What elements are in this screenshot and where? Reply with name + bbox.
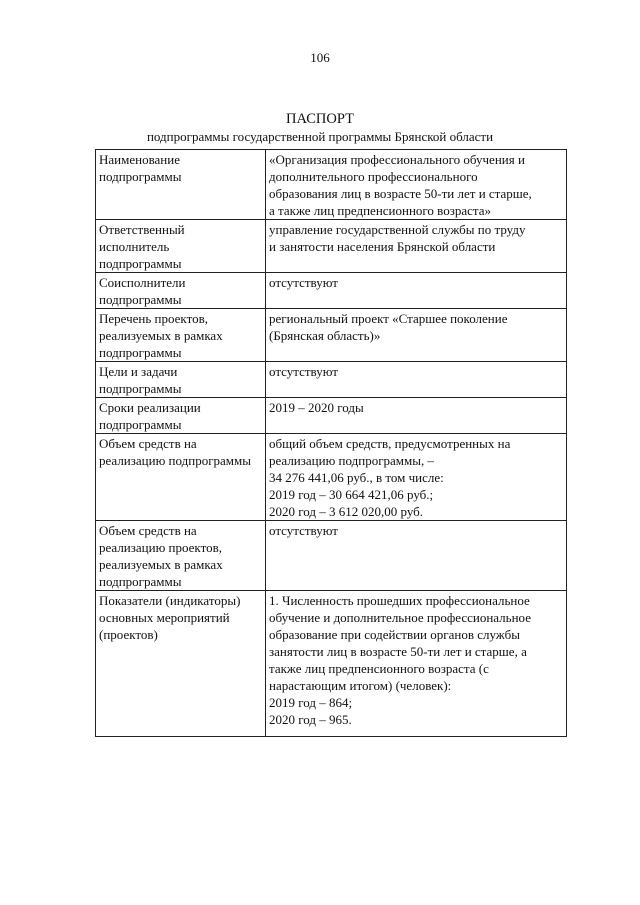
row-value-line: 2020 год – 3 612 020,00 руб. xyxy=(269,504,424,519)
passport-table-body xyxy=(96,150,567,737)
row-value-cell xyxy=(266,398,567,434)
row-value-line: отсутствуют xyxy=(269,523,338,538)
row-value-line: 2019 – 2020 годы xyxy=(269,400,364,415)
page-number: 106 xyxy=(310,50,330,65)
row-value-line: 1. Численность прошедших профессиональное xyxy=(269,593,530,608)
row-value-line: и занятости населения Брянской области xyxy=(269,239,496,254)
row-label-line: реализацию подпрограммы xyxy=(99,453,251,468)
row-label-line: основных мероприятий xyxy=(99,610,230,625)
table-row xyxy=(96,521,567,591)
row-label-line: Объем средств на xyxy=(99,436,197,451)
row-value-line: отсутствуют xyxy=(269,275,338,290)
row-label-cell xyxy=(96,434,266,521)
row-label-line: подпрограммы xyxy=(99,345,182,360)
row-label-line: Цели и задачи xyxy=(99,364,178,379)
row-label-cell xyxy=(96,150,266,220)
row-value-line: 2020 год – 965. xyxy=(269,712,352,727)
row-value-line: 2019 год – 30 664 421,06 руб.; xyxy=(269,487,434,502)
row-label-line: подпрограммы xyxy=(99,574,182,589)
row-label-line: исполнитель xyxy=(99,239,170,254)
table-row xyxy=(96,362,567,398)
table-row xyxy=(96,150,567,220)
row-label-line: Ответственный xyxy=(99,222,185,237)
table-row xyxy=(96,220,567,273)
row-value-line: реализацию подпрограммы, – xyxy=(269,453,434,468)
row-value-line: дополнительного профессионального xyxy=(269,169,478,184)
row-value-line: 2019 год – 864; xyxy=(269,695,353,710)
row-label-line: подпрограммы xyxy=(99,169,182,184)
row-label-line: Перечень проектов, xyxy=(99,311,208,326)
table-row xyxy=(96,398,567,434)
row-value-cell xyxy=(266,273,567,309)
row-value-cell xyxy=(266,309,567,362)
document-title: ПАСПОРТ xyxy=(286,111,354,127)
row-label-line: Сроки реализации xyxy=(99,400,201,415)
row-label-cell xyxy=(96,398,266,434)
row-value-line: а также лиц предпенсионного возраста» xyxy=(269,203,492,218)
row-label-cell xyxy=(96,591,266,737)
row-label-cell xyxy=(96,273,266,309)
row-value-line: нарастающим итогом) (человек): xyxy=(269,678,452,693)
table-row xyxy=(96,273,567,309)
row-label-line: подпрограммы xyxy=(99,381,182,396)
row-value-line: обучение и дополнительное профессиональное xyxy=(269,610,531,625)
row-label-line: реализуемых в рамках xyxy=(99,557,223,572)
row-value-line: «Организация профессионального обучения и xyxy=(269,152,525,167)
row-label-line: реализуемых в рамках xyxy=(99,328,223,343)
row-value-line: (Брянская область)» xyxy=(269,328,381,343)
table-row xyxy=(96,309,567,362)
row-value-cell xyxy=(266,362,567,398)
row-value-line: также лиц предпенсионного возраста (с xyxy=(269,661,489,676)
row-label-cell xyxy=(96,220,266,273)
row-value-line: занятости лиц в возрасте 50-ти лет и старше, а xyxy=(269,644,527,659)
row-label-line: Показатели (индикаторы) xyxy=(99,593,241,608)
row-value-line: общий объем средств, предусмотренных на xyxy=(269,436,511,451)
row-label-line: (проектов) xyxy=(99,627,158,642)
row-value-line: образования лиц в возрасте 50-ти лет и старше, xyxy=(269,186,532,201)
row-value-cell xyxy=(266,521,567,591)
row-value-cell xyxy=(266,434,567,521)
row-value-line: отсутствуют xyxy=(269,364,338,379)
row-value-line: управление государственной службы по труду xyxy=(269,222,526,237)
row-label-line: реализацию проектов, xyxy=(99,540,222,555)
row-value-line: образование при содействии органов службы xyxy=(269,627,520,642)
row-value-cell xyxy=(266,150,567,220)
row-label-line: подпрограммы xyxy=(99,417,182,432)
row-label-line: подпрограммы xyxy=(99,292,182,307)
row-value-line: региональный проект «Старшее поколение xyxy=(269,311,508,326)
row-label-line: Соисполнители xyxy=(99,275,186,290)
row-value-cell xyxy=(266,220,567,273)
row-value-cell xyxy=(266,591,567,737)
row-label-cell xyxy=(96,309,266,362)
row-label-line: подпрограммы xyxy=(99,256,182,271)
row-label-line: Объем средств на xyxy=(99,523,197,538)
row-label-cell xyxy=(96,521,266,591)
table-row xyxy=(96,591,567,737)
row-label-cell xyxy=(96,362,266,398)
document-subtitle: подпрограммы государственной программы Брянской области xyxy=(146,129,494,144)
passport-table xyxy=(95,149,567,737)
table-row xyxy=(96,434,567,521)
row-label-line: Наименование xyxy=(99,152,180,167)
row-value-line: 34 276 441,06 руб., в том числе: xyxy=(269,470,444,485)
